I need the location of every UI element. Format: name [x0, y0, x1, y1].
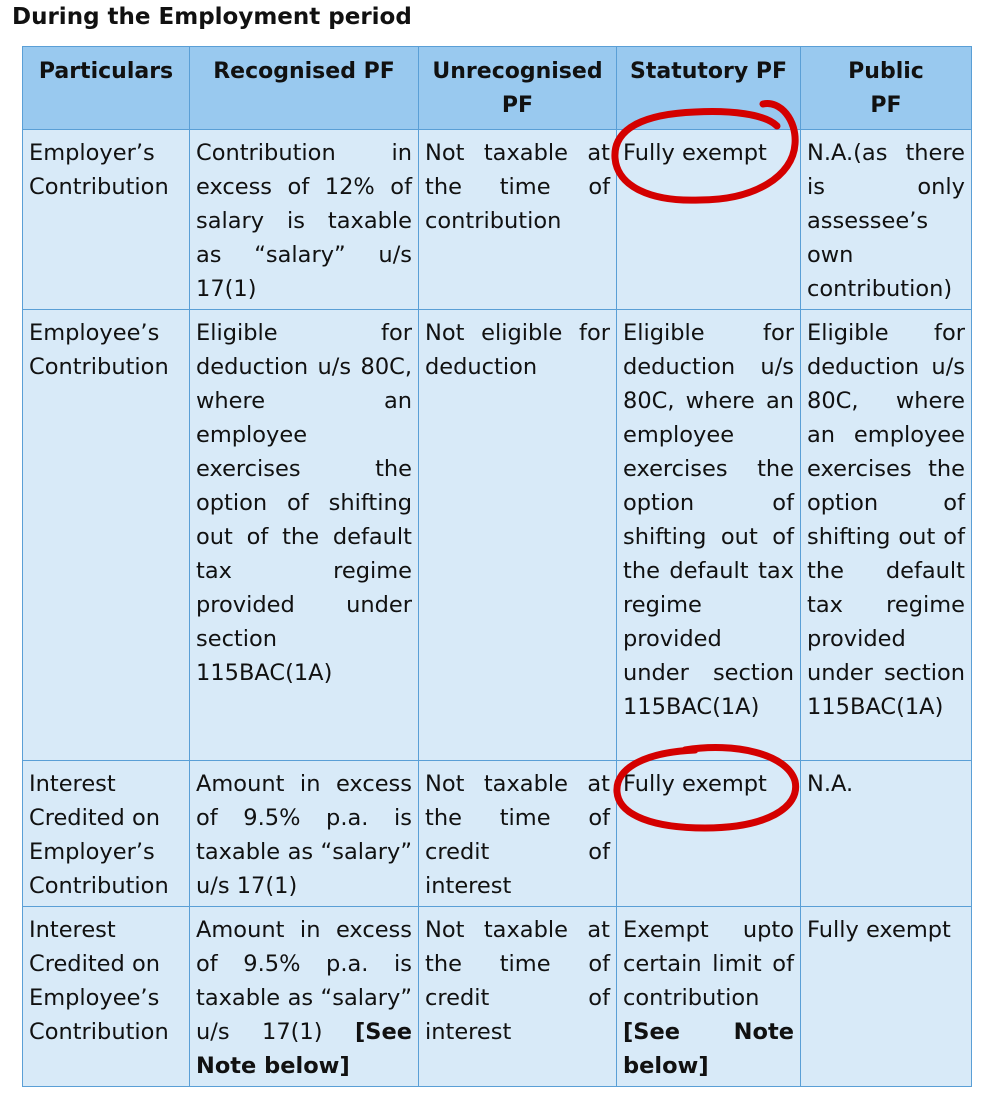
table-row — [23, 761, 972, 907]
header-unrecognised-pf: Unrecognised PF — [419, 47, 617, 130]
cell-particulars: Interest Credited on Employer’s Contribution — [23, 761, 190, 907]
header-public-pf: Public PF — [801, 47, 972, 130]
cell-recognised: Contribution in excess of 12% of salary is taxable as “salary” u/s 17(1) — [190, 130, 419, 310]
cell-public: Eligible for deduction u/s 80C, where an employee exercises the option of shifting out of the default tax regime provided under section 115BAC(1A) — [801, 310, 972, 761]
cell-recognised: Amount in excess of 9.5% p.a. is taxable as “salary” u/s 17(1) — [190, 761, 419, 907]
table-row — [23, 130, 972, 310]
table-row — [23, 907, 972, 1087]
table-header-row — [23, 47, 972, 130]
table-row — [23, 310, 972, 761]
cell-particulars: Employer’s Contribution — [23, 130, 190, 310]
cell-public: Fully exempt — [801, 907, 972, 1087]
cell-text: Amount in excess of 9.5% p.a. is taxable as “salary” u/s 17(1) — [196, 917, 412, 1045]
cell-statutory: Fully exempt — [617, 130, 801, 310]
cell-unrecognised: Not eligible for deduction — [419, 310, 617, 761]
cell-unrecognised: Not taxable at the time of credit of interest — [419, 761, 617, 907]
header-recognised-pf: Recognised PF — [190, 47, 419, 130]
pf-comparison-table — [22, 46, 972, 1087]
cell-public: N.A. — [801, 761, 972, 907]
cell-public: N.A.(as there is only assessee’s own contribution) — [801, 130, 972, 310]
cell-statutory: Fully exempt — [617, 761, 801, 907]
cell-text: Exempt upto certain limit of contribution — [623, 917, 794, 1011]
cell-particulars: Employee’s Contribution — [23, 310, 190, 761]
cell-statutory: Eligible for deduction u/s 80C, where an employee exercises the option of shifting out of the default tax regime provided under section 115BAC(1A) — [617, 310, 801, 761]
header-statutory-pf: Statutory PF — [617, 47, 801, 130]
cell-unrecognised: Not taxable at the time of credit of interest — [419, 907, 617, 1087]
cell-statutory — [617, 907, 801, 1087]
see-note-link: [See Note below] — [623, 1019, 794, 1079]
cell-recognised — [190, 907, 419, 1087]
cell-particulars: Interest Credited on Employee’s Contribution — [23, 907, 190, 1087]
cell-unrecognised: Not taxable at the time of contribution — [419, 130, 617, 310]
page-heading: During the Employment period — [12, 4, 412, 30]
see-note-link: [See Note below] — [196, 1019, 413, 1079]
cell-recognised: Eligible for deduction u/s 80C, where an employee exercises the option of shifting out of the default tax regime provided under section 115BAC(1A) — [190, 310, 419, 761]
header-particulars: Particulars — [23, 47, 190, 130]
